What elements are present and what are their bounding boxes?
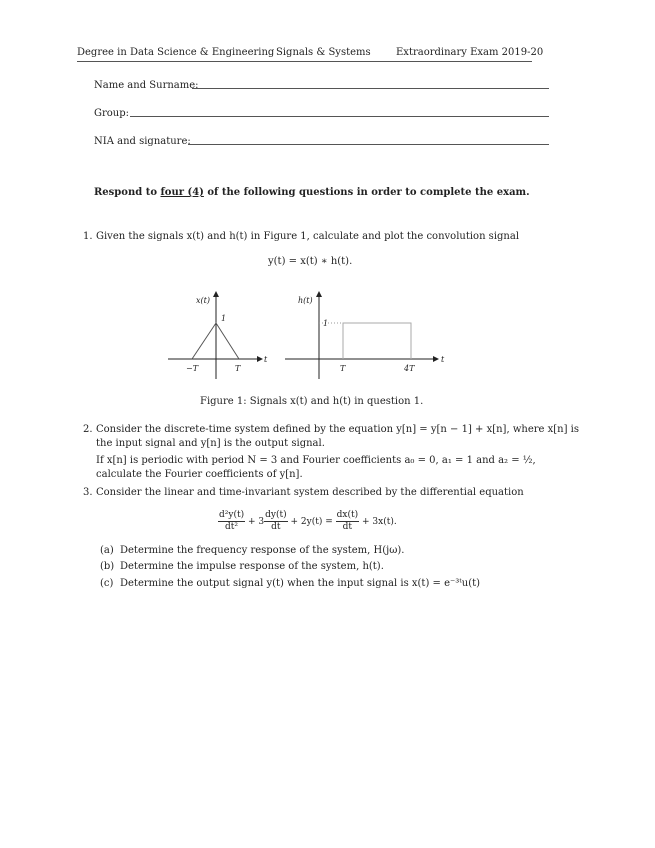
x-axis-t-label: t: [264, 355, 268, 364]
q1-number: 1.: [83, 231, 93, 242]
x-one-label: 1: [221, 314, 227, 323]
figure-1: [0, 0, 655, 420]
h-axis-t-label: t: [441, 355, 445, 364]
q3a-label: (a): [100, 545, 114, 556]
instruction-post: of the following questions in order to complete the exam.: [203, 187, 530, 198]
q3-equation: [218, 510, 397, 533]
figure-caption: Figure 1: Signals x(t) and h(t) in question 1.: [200, 396, 424, 407]
group-label: Group:: [94, 108, 129, 119]
nia-label: NIA and signature:: [94, 136, 191, 147]
q3b-label: (b): [100, 561, 115, 572]
q3-text: Consider the linear and time-invariant system described by the differential equation: [96, 487, 524, 498]
eq-term3-num: dx(t): [336, 510, 359, 520]
instruction-pre: Respond to: [94, 187, 161, 198]
header-course: Signals & Systems: [276, 47, 371, 58]
t-label-left: T: [235, 364, 241, 373]
header-exam: Extraordinary Exam 2019-20: [396, 47, 544, 58]
header-degree: Degree in Data Science & Engineering: [77, 47, 275, 58]
q1-equation: y(t) = x(t) ∗ h(t).: [268, 256, 353, 267]
q3-number: 3.: [83, 487, 93, 498]
q2-line3: If x[n] is periodic with period N = 3 and Fourier coefficients a₀ = 0, a₁ = 1 and a₂ = ½,: [96, 455, 536, 466]
q3c-label: (c): [100, 578, 114, 589]
instruction-emphasis: four (4): [160, 187, 204, 198]
eq-term1-num: d²y(t): [219, 510, 245, 520]
q1-text: Given the signals x(t) and h(t) in Figure 1, calculate and plot the convolution signal: [96, 231, 520, 242]
eq-op1: + 3: [247, 517, 265, 527]
q2-line2: the input signal and y[n] is the output signal.: [96, 438, 325, 449]
four-t-label: 4T: [404, 364, 415, 373]
eq-op2: + 2y(t) =: [290, 517, 333, 527]
eq-term2-num: dy(t): [265, 510, 287, 520]
q3c-text: Determine the output signal y(t) when the input signal is x(t) = e⁻³ᵗu(t): [120, 578, 481, 589]
eq-term3-den: dt: [342, 522, 353, 532]
eq-op3: + 3x(t).: [361, 517, 397, 527]
q2-line1: Consider the discrete-time system defined by the equation y[n] = y[n − 1] + x[n], where x[n] is: [96, 424, 580, 435]
q2-number: 2.: [83, 424, 93, 435]
q2-line4: calculate the Fourier coefficients of y[n].: [96, 469, 303, 480]
x-label: x(t): [196, 296, 210, 305]
eq-term2-den: dt: [271, 522, 281, 532]
neg-t-label: −T: [186, 364, 199, 373]
name-label: Name and Surname:: [94, 80, 199, 91]
q3a-text: Determine the frequency response of the system, H(jω).: [120, 545, 405, 556]
h-label: h(t): [298, 296, 313, 305]
q3b-text: Determine the impulse response of the system, h(t).: [120, 561, 384, 572]
t-label-right: T: [340, 364, 346, 373]
h-one-label: 1: [323, 319, 329, 328]
rect-signal: [343, 323, 411, 359]
eq-term1-den: dt²: [225, 522, 239, 532]
